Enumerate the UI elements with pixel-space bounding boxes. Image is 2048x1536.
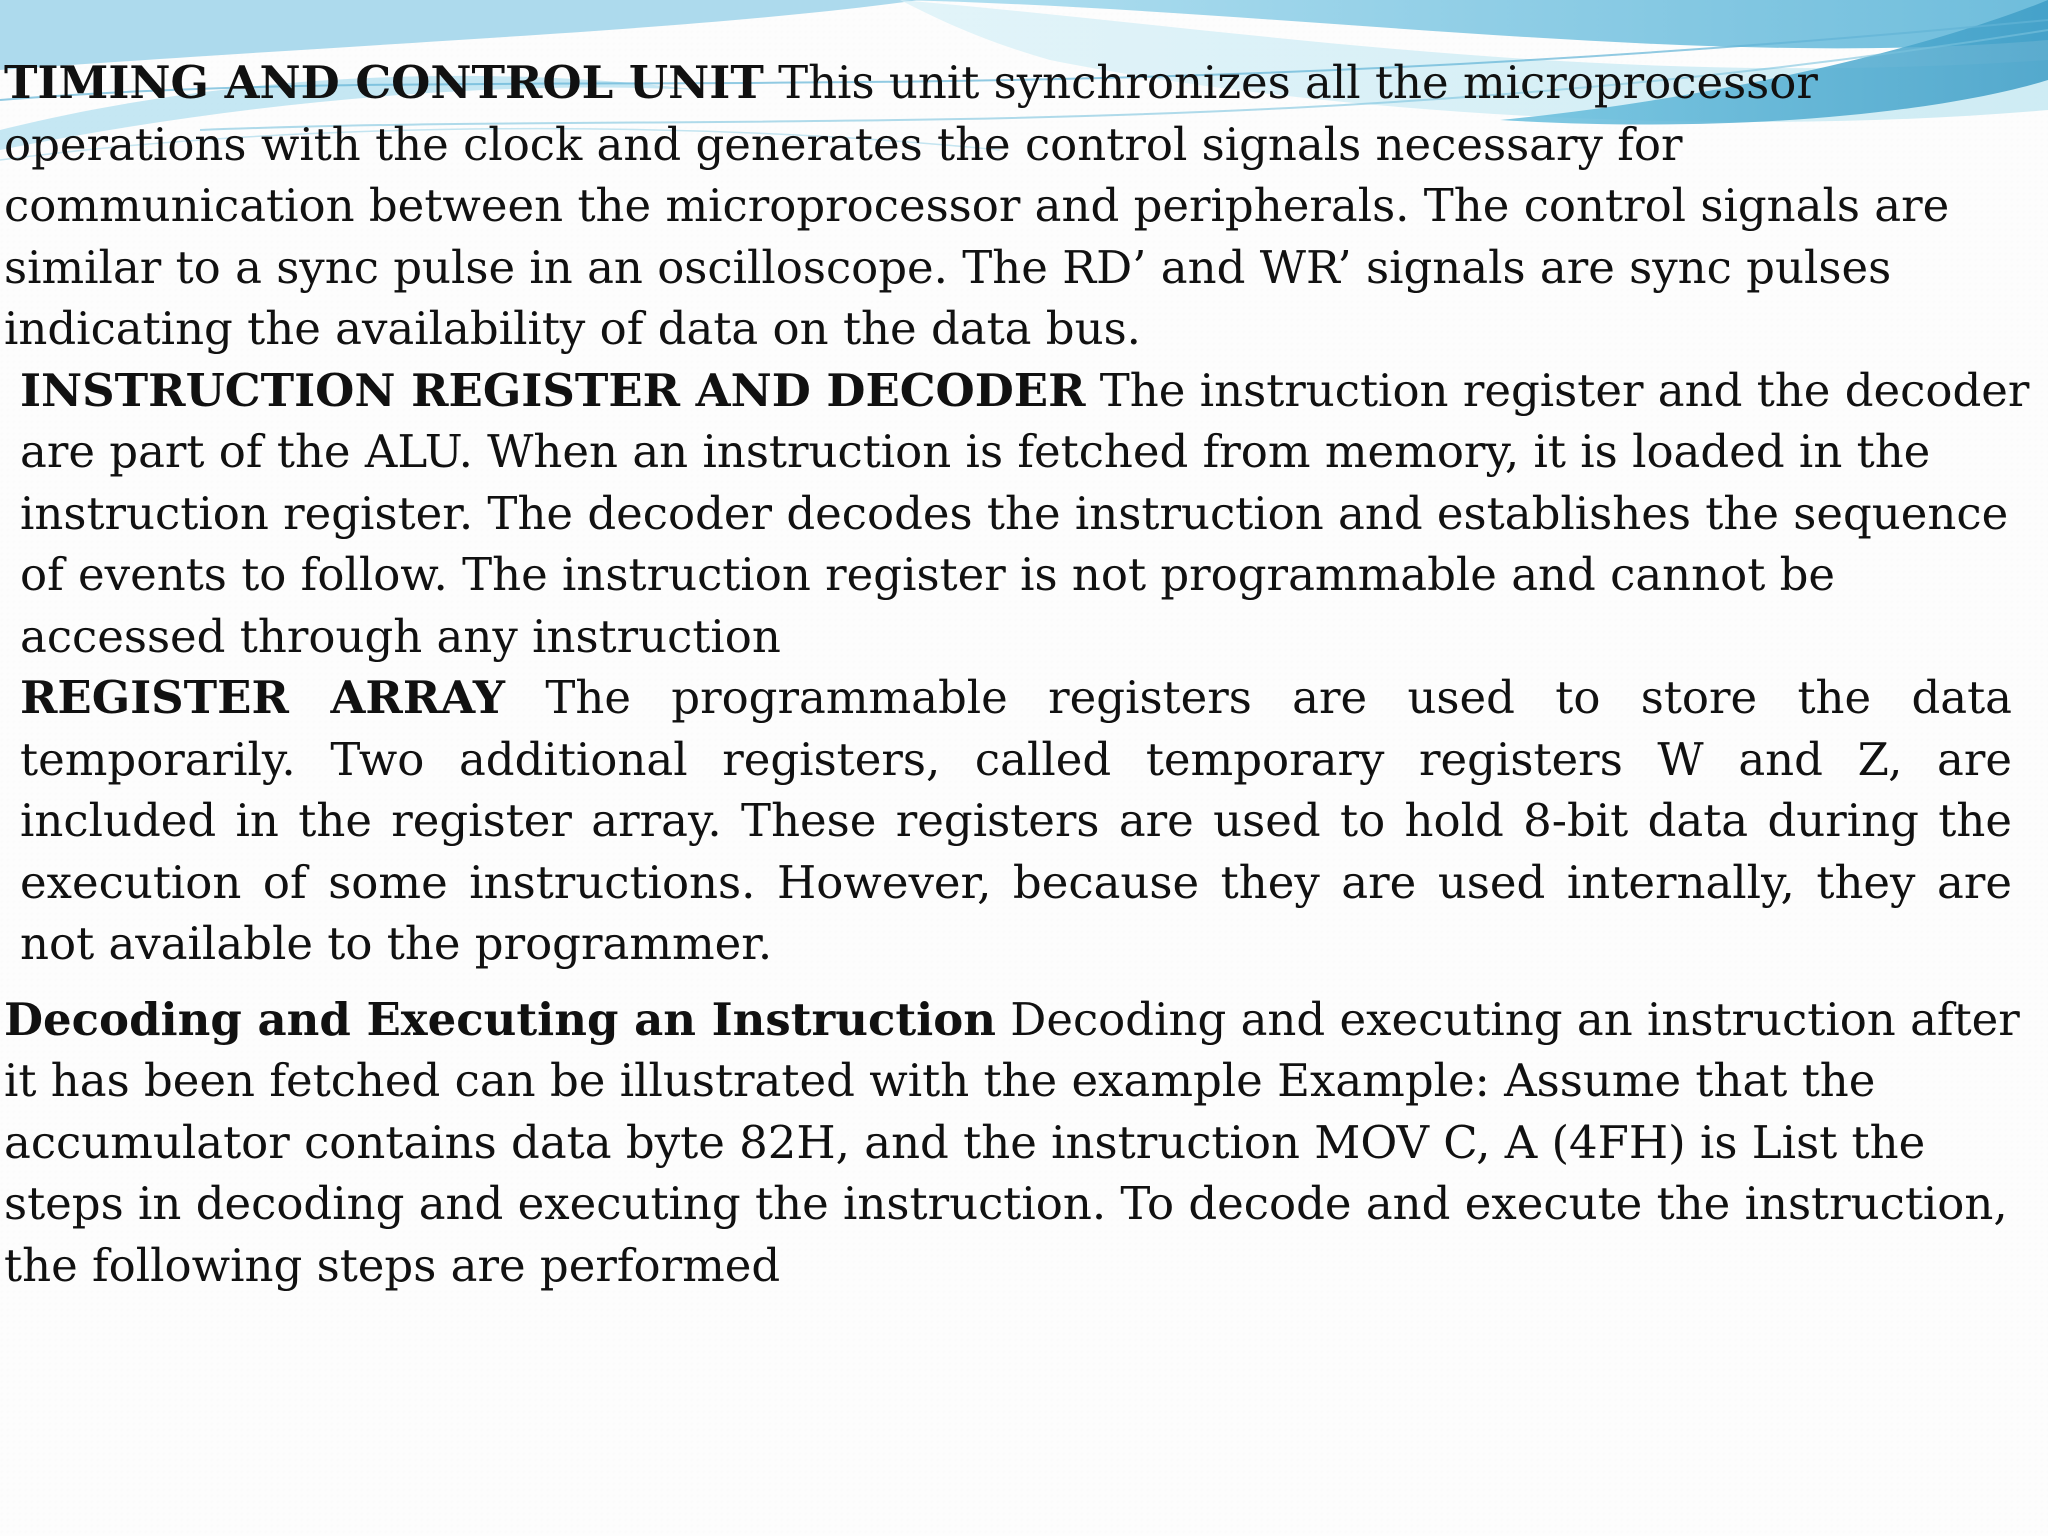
heading-instruction-register: INSTRUCTION REGISTER AND DECODER — [20, 363, 1086, 417]
text-register-array: The programmable registers are used to store the data temporarily. Two additional registers, called temporary registers W and Z, are included in the register array. These registers are used to hold 8-bit data during the execution of some instructions. However, because they are used internally, they are not available to the programmer. — [20, 671, 2012, 970]
heading-timing-control: TIMING AND CONTROL UNIT — [4, 56, 764, 109]
heading-register-array: REGISTER ARRAY — [20, 671, 506, 724]
paragraph-decoding-executing — [0, 989, 2030, 1297]
text-timing-control: This unit synchronizes all the microprocessor operations with the clock and generates the control signals necessary for communication between the microprocessor and peripherals. The control signals are similar to a sync pulse in an oscilloscope. The RD’ and WR’ signals are sync pulses indicating the availability of data on the data bus. — [4, 56, 1950, 355]
text-decoding-executing: Decoding and executing an instruction after it has been fetched can be illustrated with the example Example: Assume that the accumulator contains data byte 82H, and the instruction MOV C, A (4FH) is List the steps in decoding and executing the instruction. To decode and execute the instruction, the following steps are performed — [4, 992, 2020, 1292]
paragraph-timing-control — [0, 52, 2030, 360]
paragraph-instruction-register — [0, 360, 2030, 668]
slide-body — [0, 52, 2030, 1296]
text-instruction-register: The instruction register and the decoder are part of the ALU. When an instruction is fetched from memory, it is loaded in the instruction register. The decoder decodes the instruction and establishes the sequence of events to follow. The instruction register is not programmable and cannot be accessed through any instruction — [20, 363, 2030, 663]
paragraph-register-array — [0, 667, 2030, 975]
heading-decoding-executing: Decoding and Executing an Instruction — [4, 992, 996, 1046]
